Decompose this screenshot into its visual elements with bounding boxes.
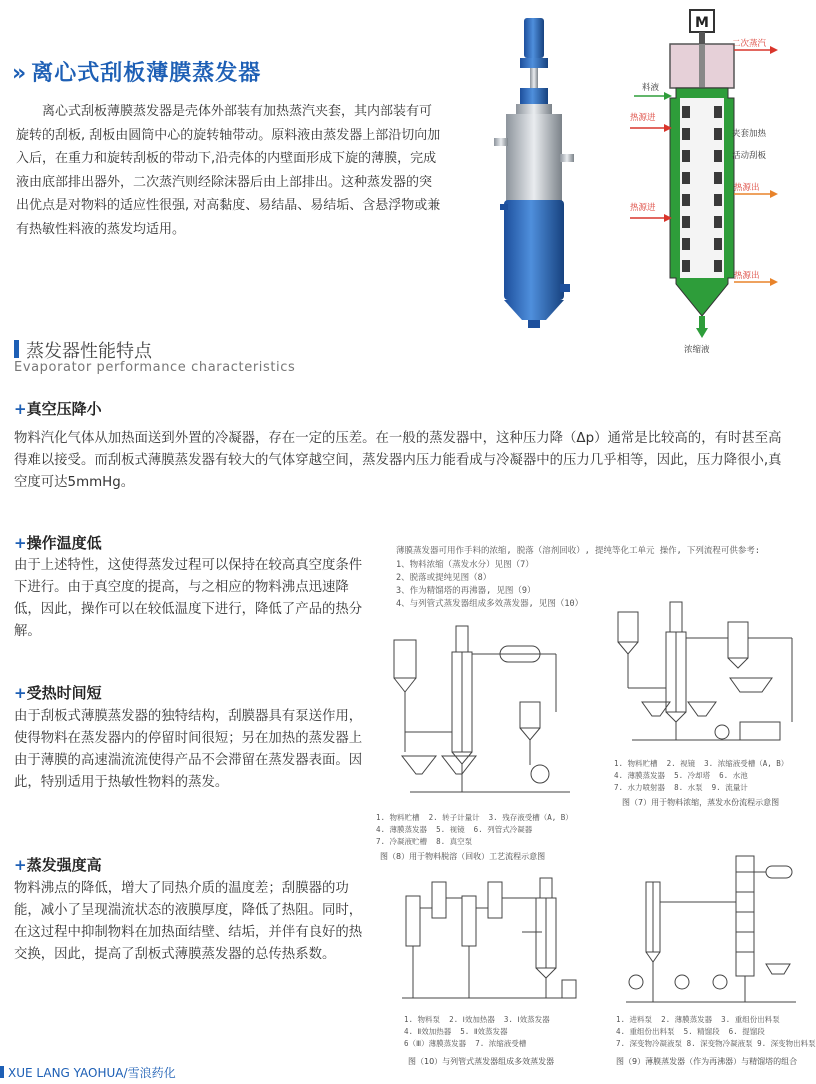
usage-item-4: 4、与列管式蒸发器组成多效蒸发器, 见图（10） [396, 599, 584, 609]
feature-text-4: 物料沸点的降低，增大了同热介质的温度差；刮膜器的功能，减小了呈现湍流状态的液膜厚度，降低了热阻。同时，在这过程中抑制物料在加热面结壁、结垢，并伴有良好的热交换，因此，提高了刮板式薄膜蒸发器的总传热系数。 [14, 881, 363, 962]
label-heat-in-2: 热源进 [630, 203, 656, 213]
feature-title-2: +操作温度低 [14, 534, 102, 552]
fig7-caption: 图（7）用于物料浓缩，蒸发水份流程示意图 [622, 798, 780, 807]
fig10-diagram [392, 868, 582, 1008]
evaporator-photo [490, 14, 578, 332]
label-jacket: 夹套加热 [732, 129, 767, 139]
plus-icon: + [14, 400, 27, 418]
fig9-diagram [616, 852, 804, 1012]
feature-title-3: +受热时间短 [14, 684, 102, 702]
motor-label: M [695, 15, 709, 31]
fig10-legend: 1. 物料泵 2. Ⅰ效加热器 3. Ⅰ效蒸发器 4. Ⅱ效加热器 5. Ⅱ效蒸发器 6（Ⅲ）薄膜蒸发器 7. 浓缩液受槽 [404, 1015, 550, 1048]
feature-text-3: 由于刮板式薄膜蒸发器的独特结构，刮膜器具有泵送作用，使得物料在蒸发器内的停留时间很短；另在加热的蒸发器上由于薄膜的高速湍流流使得产品不会滞留在蒸发器表面。因此，特别适用于热敏性物料的蒸发。 [14, 709, 363, 790]
plus-icon: + [14, 856, 27, 874]
label-feed: 料液 [642, 83, 660, 93]
usage-item-1: 1、物料浓缩（蒸发水分）见图（7） [396, 560, 534, 570]
label-heat-out-2: 热源出 [734, 271, 760, 281]
fig7-diagram [612, 598, 802, 753]
feature-text-1: 物料汽化气体从加热面送到外置的冷凝器，存在一定的压差。在一般的蒸发器中，这种压力降（Δp）通常是比较高的，有时甚至高得难以接受。而刮板式薄膜蒸发器有较大的气体穿越空间，蒸发器内压力能看成与冷凝器中的压力几乎相等，因此，压力降很小,真空度可达5mmHg。 [14, 431, 782, 490]
label-concentrate: 浓缩液 [684, 345, 710, 355]
label-heat-out-1: 热源出 [734, 183, 760, 193]
fig9-legend: 1. 进料泵 2. 薄膜蒸发器 3. 重组份出料泵 4. 重组份出料泵 5. 精馏段 6. 提馏段 7. 深变物冷凝液泵 8. 深变物冷凝液泵 9. 深变物出料泵 [616, 1015, 816, 1048]
plus-icon: + [14, 534, 27, 552]
feature-title-4: +蒸发强度高 [14, 856, 102, 874]
intro-paragraph: 离心式刮板薄膜蒸发器是壳体外部装有加热蒸汽夹套，其内部装有可旋转的刮板, 刮板由圆筒中心的旋转轴带动。原料液由蒸发器上部沿切向加入后，在重力和旋转刮板的带动下,沿壳体的内壁面形成下旋的薄膜，完成液由底部排出器外，二次蒸汽则经除沫器后由上部排出。这种蒸发器的突出优点是对物料的适应性很强, 对高黏度、易结晶、易结垢、含悬浮物或兼有热敏性料液的蒸发均适用。 [16, 104, 441, 237]
footer-bar-icon [0, 1066, 4, 1078]
label-secondary-steam: 二次蒸汽 [732, 39, 767, 49]
label-heat-in-1: 热源进 [630, 113, 656, 123]
fig8-legend: 1. 物料贮槽 2. 转子计量计 3. 残存液受槽（A, B） 4. 薄膜蒸发器 5. 视镜 6. 列管式冷凝器 7. 冷凝液贮槽 8. 真空泵 [376, 813, 573, 846]
feature-title-1: +真空压降小 [14, 400, 102, 418]
page-title: » 离心式刮板薄膜蒸发器 [12, 61, 262, 86]
section-bar-icon [14, 340, 19, 358]
section-title-zh: 蒸发器性能特点 [26, 341, 152, 362]
feature-text-2: 由于上述特性，这使得蒸发过程可以保持在较高真空度条件下进行。由于真空度的提高，与之相应的物料沸点迅速降低，因此，操作可以在较低温度下进行，降低了产品的热分解。 [14, 558, 363, 639]
evaporator-schematic [620, 6, 808, 356]
section-title-en: Evaporator performance characteristics [14, 360, 296, 375]
fig7-legend: 1. 物料贮槽 2. 视镜 3. 浓缩液受槽（A, B） 4. 薄膜蒸发器 5. 冷却塔 6. 水池 7. 水力喷射器 8. 水泵 9. 流量计 [614, 759, 789, 792]
double-chevron-icon: » [12, 61, 28, 86]
usage-intro: 薄膜蒸发器可用作手料的浓缩, 脱落（溶剂回收）, 提纯等化工单元 操作, 下列流程可供参考: [396, 546, 760, 556]
label-scraper: 活动刮板 [732, 151, 767, 161]
plus-icon: + [14, 684, 27, 702]
footer-brand: XUE LANG YAOHUA/雪浪药化 [0, 1064, 176, 1081]
fig10-caption: 图（10）与列管式蒸发器组成多效蒸发器 [408, 1057, 555, 1066]
fig9-caption: 图（9）薄膜蒸发器（作为再沸器）与精馏塔的组合 [616, 1057, 798, 1066]
fig8-diagram [380, 612, 580, 807]
fig8-caption: 图（8）用于物料脱溶（回收）工艺流程示意图 [380, 852, 546, 861]
usage-item-3: 3、作为精馏塔的再沸器, 见图（9） [396, 586, 536, 596]
usage-item-2: 2、脱落或提纯见图（8） [396, 573, 492, 583]
